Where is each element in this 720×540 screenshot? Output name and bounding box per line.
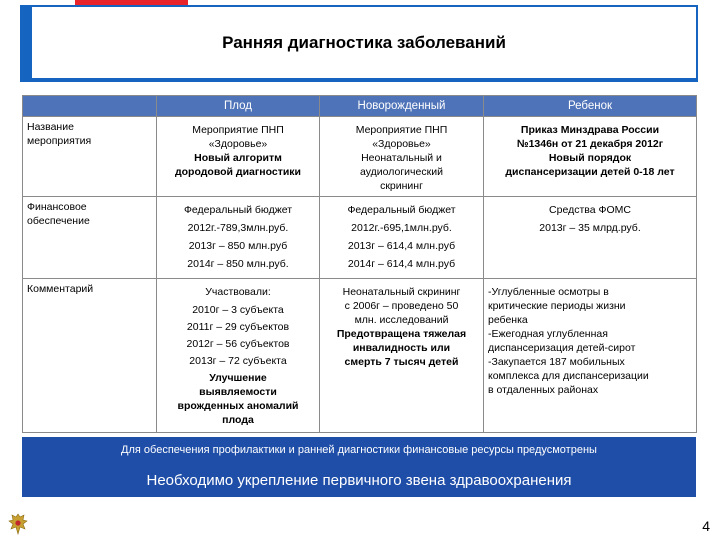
row-label-finance: Финансовое обеспечение (23, 197, 157, 279)
cell-event-child: Приказ Минздрава России №1346н от 21 декабря 2012г Новый порядок диспансеризации детей 0-18 лет (484, 117, 697, 197)
coat-of-arms-icon (6, 512, 30, 536)
cell-finance-child: Средства ФОМС 2013г – 35 млрд.руб. (484, 197, 697, 279)
cell-comment-fetus: Участвовали: 2010г – 3 субъекта 2011г – 29 субъектов 2012г – 56 субъектов 2013г – 72 субъекта Улучшение выявляемости врожденных аномалий плода (157, 279, 320, 433)
header-child: Ребенок (484, 96, 697, 117)
footer-note: Для обеспечения профилактики и ранней диагностики финансовые ресурсы предусмотрены (121, 444, 597, 456)
cell-finance-newborn: Федеральный бюджет 2012г.-695,1млн.руб. 2013г – 614,4 млн.руб 2014г – 614,4 млн.руб (320, 197, 484, 279)
header-newborn: Новорожденный (320, 96, 484, 117)
table-row (23, 117, 697, 197)
page-number: 4 (702, 518, 710, 534)
title-box (32, 7, 696, 78)
cell-event-newborn: Мероприятие ПНП «Здоровье» Неонатальный и аудиологический скрининг (320, 117, 484, 197)
table-header-row (23, 96, 697, 117)
header-fetus: Плод (157, 96, 320, 117)
cell-comment-newborn: Неонатальный скрининг с 2006г – проведено 50 млн. исследований Предотвращена тяжелая инвалидность или смерть 7 тысяч детей (320, 279, 484, 433)
slide-title: Ранняя диагностика заболеваний (222, 32, 506, 52)
cell-comment-child: -Углубленные осмотры в критические периоды жизни ребенка -Ежегодная углубленная диспансеризация детей-сирот -Закупается 187 мобильных комплекса для диспансеризации в отдаленных районах (484, 279, 697, 433)
table-row (23, 279, 697, 433)
cell-finance-fetus: Федеральный бюджет 2012г.-789,3млн.руб. 2013г – 850 млн.руб 2014г – 850 млн.руб. (157, 197, 320, 279)
footer-conclusion: Необходимо укрепление первичного звена здравоохранения (146, 472, 572, 489)
row-label-comment: Комментарий (23, 279, 157, 433)
data-table (22, 95, 697, 433)
header-empty-cell (23, 96, 157, 117)
row-label-event: Название мероприятия (23, 117, 157, 197)
cell-event-fetus: Мероприятие ПНП «Здоровье» Новый алгоритм дородовой диагностики (157, 117, 320, 197)
table-row (23, 197, 697, 279)
